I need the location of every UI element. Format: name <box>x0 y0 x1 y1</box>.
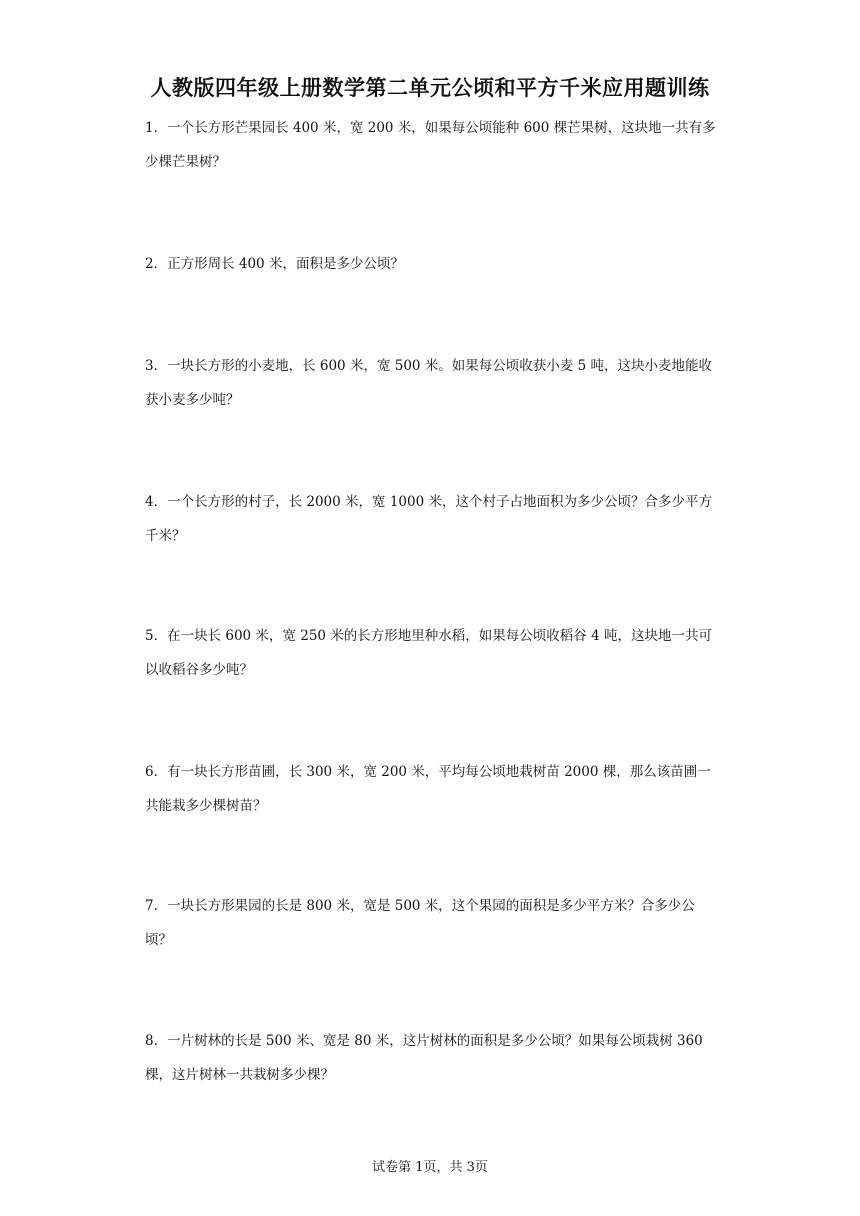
page-title: 人教版四年级上册数学第二单元公顷和平方千米应用题训练 <box>150 76 710 100</box>
question-6: 6．有一块长方形苗圃，长 300 米，宽 200 米，平均每公顷地栽树苗 2000 棵，那么该苗圃一共能栽多少棵树苗？ <box>145 764 711 814</box>
question-1: 1．一个长方形芒果园长 400 米，宽 200 米，如果每公顷能种 600 棵芒果树，这块地一共有多少棵芒果树？ <box>145 120 716 170</box>
question-2: 2．正方形周长 400 米，面积是多少公顷？ <box>145 256 404 272</box>
question-7: 7．一块长方形果园的长是 800 米，宽是 500 米，这个果园的面积是多少平方米？合多少公顷？ <box>145 898 695 948</box>
question-4: 4．一个长方形的村子，长 2000 米，宽 1000 米，这个村子占地面积为多少公顷？合多少平方千米？ <box>145 494 712 544</box>
question-3: 3．一块长方形的小麦地，长 600 米，宽 500 米。如果每公顷收获小麦 5 吨，这块小麦地能收获小麦多少吨？ <box>145 358 712 408</box>
question-8: 8．一片树林的长是 500 米、宽是 80 米，这片树林的面积是多少公顷？如果每公顷栽树 360 棵，这片树林一共栽树多少棵？ <box>145 1033 703 1083</box>
page-footer: 试卷第 1页，共 3页 <box>372 1160 488 1175</box>
question-5: 5．在一块长 600 米，宽 250 米的长方形地里种水稻，如果每公顷收稻谷 4 吨，这块地一共可以收稻谷多少吨？ <box>145 628 712 678</box>
